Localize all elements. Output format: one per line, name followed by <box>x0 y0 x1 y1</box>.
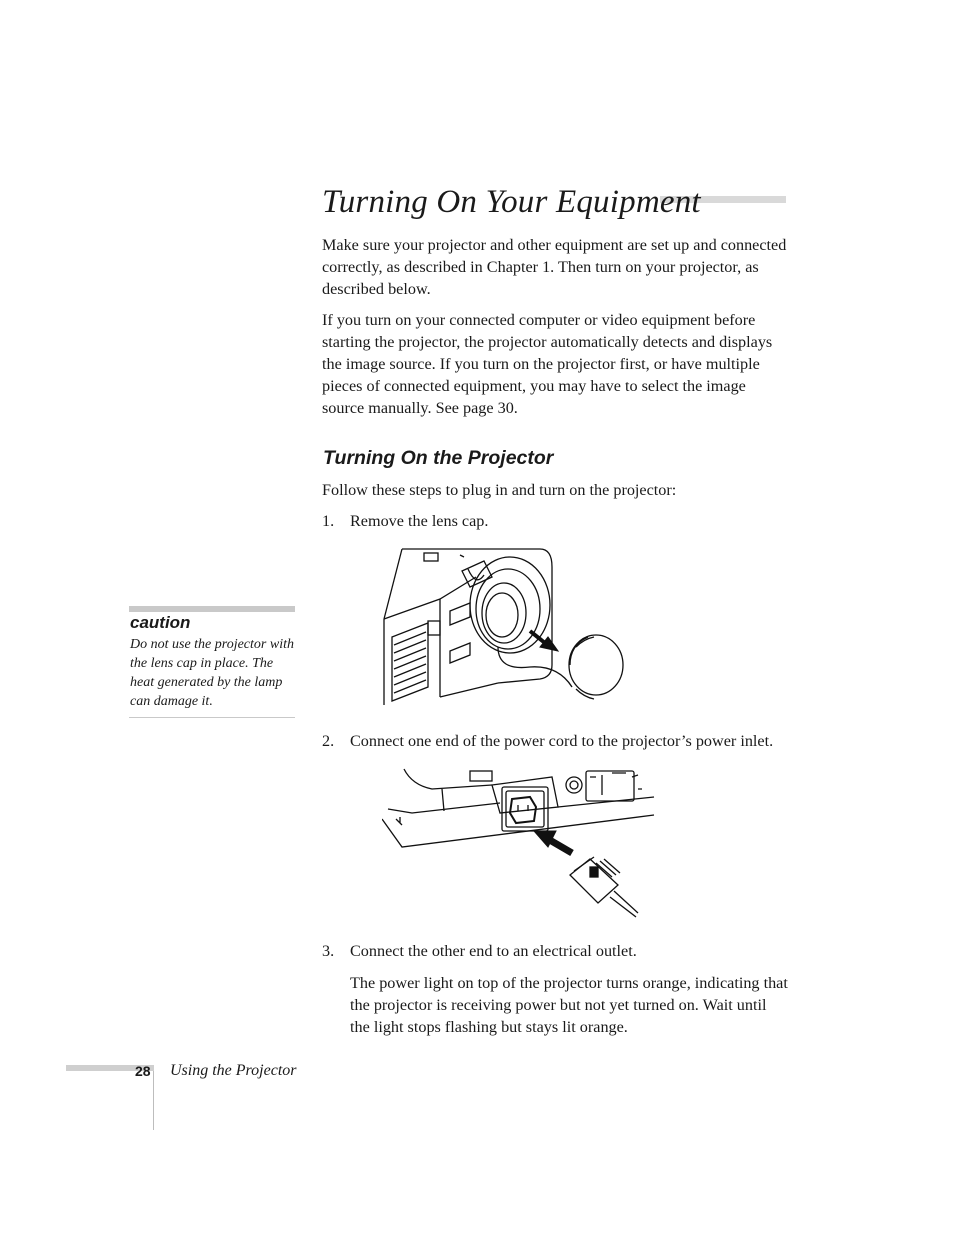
footer-section-name: Using the Projector <box>170 1062 297 1079</box>
footer-divider <box>153 1071 154 1130</box>
remove-lens-cap-illustration <box>380 547 630 709</box>
step-1-text: Remove the lens cap. <box>350 512 489 530</box>
step-3-text: Connect the other end to an electrical outlet. <box>350 942 637 960</box>
step-3-number: 3. <box>322 942 335 960</box>
caution-divider <box>129 717 295 718</box>
power-cord-inlet-illustration <box>382 767 662 922</box>
step-1-number: 1. <box>322 512 335 530</box>
page-number: 28 <box>135 1063 151 1079</box>
caution-text: Do not use the projector with the lens cap in place. The heat generated by the lamp can damage it. <box>130 637 294 709</box>
intro-paragraph-2: If you turn on your connected computer or video equipment before starting the projector, the projector automatically detects and displays the image source. If you turn on the projector first, or have multiple pieces of connected equipment, you may have to select the image source manually. See page 30. <box>322 311 773 417</box>
caution-accent-bar <box>129 606 295 612</box>
section-intro: Follow these steps to plug in and turn on the projector: <box>322 481 677 499</box>
page-title: Turning On Your Equipment <box>322 184 701 220</box>
step-2-text: Connect one end of the power cord to the projector’s power inlet. <box>350 732 774 750</box>
section-heading: Turning On the Projector <box>323 447 554 469</box>
step-3-detail: The power light on top of the projector turns orange, indicating that the projector is receiving power but not yet turned on. Wait until the light stops flashing but stays lit orange. <box>350 974 788 1036</box>
caution-title: caution <box>130 613 191 632</box>
step-2-number: 2. <box>322 732 335 750</box>
intro-paragraph-1: Make sure your projector and other equipment are set up and connected correctly, as described in Chapter 1. Then turn on your projector, as described below. <box>322 236 787 298</box>
